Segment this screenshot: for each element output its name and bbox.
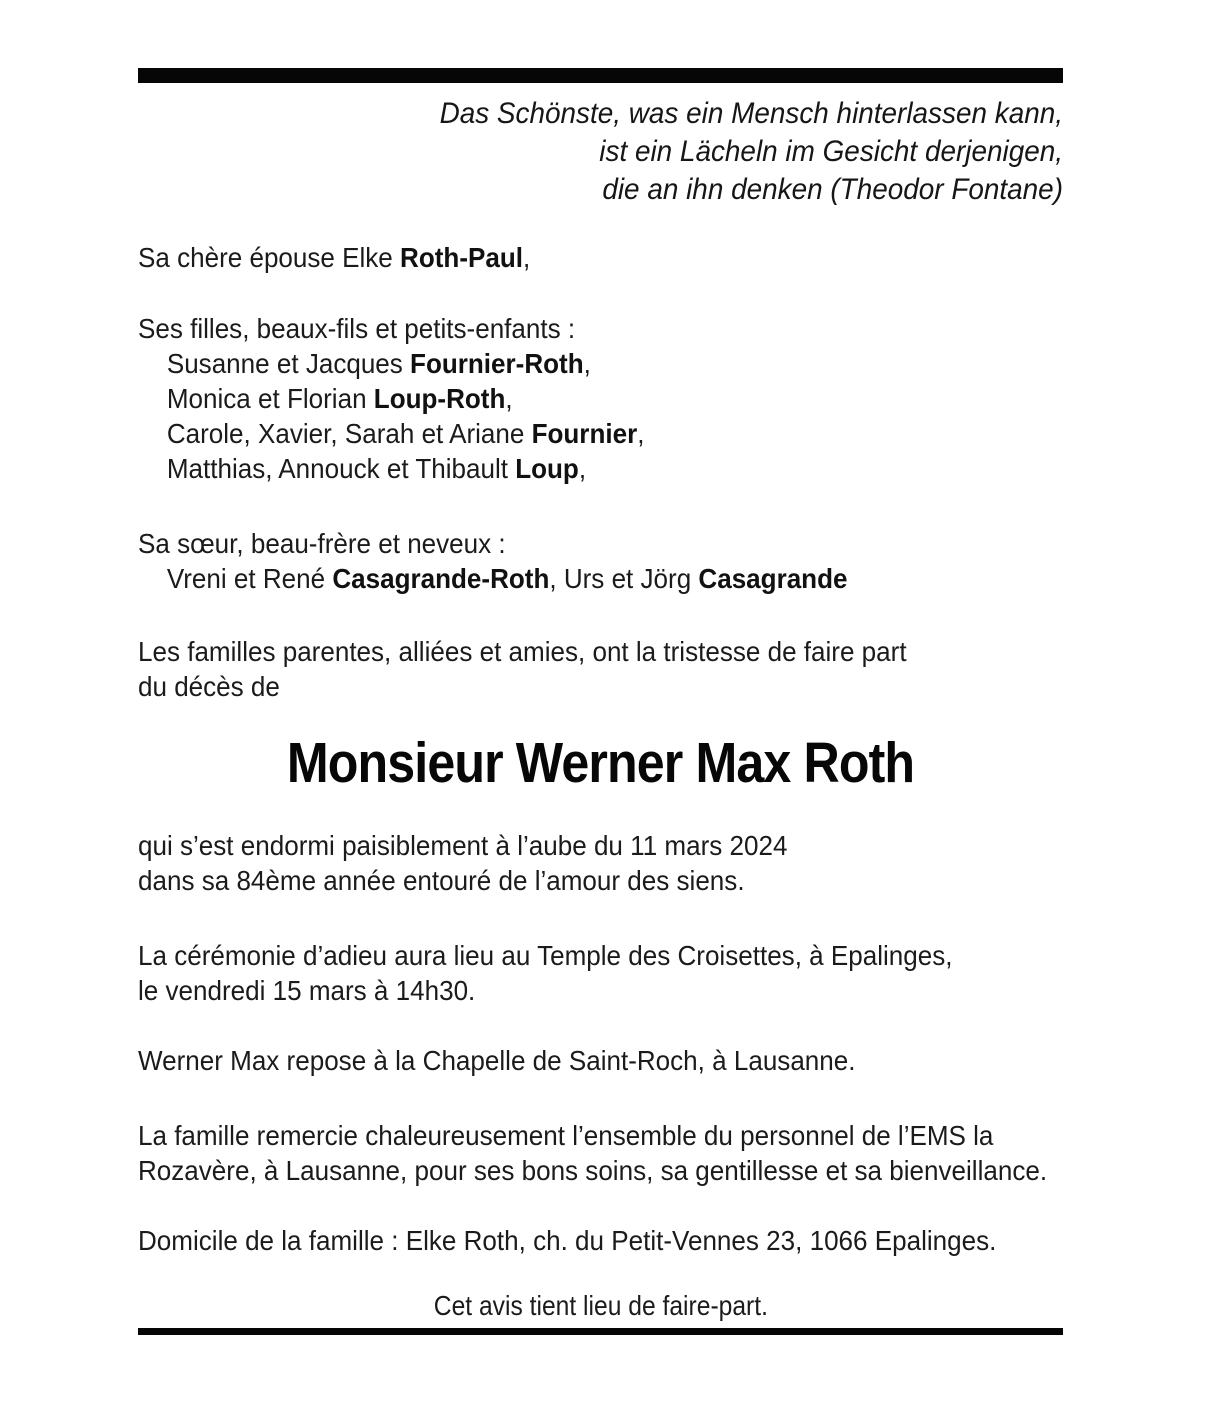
top-rule bbox=[138, 68, 1063, 83]
relative-surname: Fournier bbox=[531, 418, 638, 449]
epigraph bbox=[138, 95, 1063, 209]
sister-heading: Sa sœur, beau-frère et neveux : bbox=[138, 528, 506, 559]
passing-paragraph bbox=[138, 828, 1063, 898]
deceased-name: Monsieur Werner Max Roth bbox=[286, 731, 915, 795]
children-heading: Ses filles, beaux-fils et petits-enfants : bbox=[138, 313, 576, 344]
deceased-name-heading bbox=[138, 732, 1063, 794]
relative-surname: Casagrande bbox=[698, 563, 848, 594]
paragraph-line: Rozavère, à Lausanne, pour ses bons soins, sa gentillesse et sa bienveillance. bbox=[138, 1155, 1048, 1186]
relative-text: Matthias, Annouck et Thibault bbox=[166, 453, 516, 484]
children-paragraph bbox=[138, 311, 1063, 486]
relative-text: Carole, Xavier, Sarah et Ariane bbox=[166, 418, 532, 449]
relative-punctuation: , bbox=[578, 453, 587, 484]
paragraph-line: La famille remercie chaleureusement l’ensemble du personnel de l’EMS la bbox=[138, 1120, 994, 1151]
paragraph-line: Domicile de la famille : Elke Roth, ch. du Petit-Vennes 23, 1066 Epalinges. bbox=[138, 1225, 997, 1256]
spouse-surname: Roth-Paul bbox=[400, 242, 523, 273]
relative-line bbox=[138, 381, 998, 416]
relative-surname: Loup-Roth bbox=[373, 383, 506, 414]
relative-surname: Loup bbox=[515, 453, 579, 484]
bottom-rule bbox=[138, 1328, 1063, 1335]
epigraph-line: Das Schönste, was ein Mensch hinterlassen kann, bbox=[439, 97, 1063, 130]
relative-punctuation: , bbox=[583, 348, 591, 379]
paragraph-line: le vendredi 15 mars à 14h30. bbox=[138, 975, 476, 1006]
relative-line bbox=[138, 561, 998, 596]
paragraph-line: Werner Max repose à la Chapelle de Saint-Roch, à Lausanne. bbox=[138, 1045, 856, 1076]
paragraph-line: La cérémonie d’adieu aura lieu au Temple des Croisettes, à Epalinges, bbox=[138, 940, 953, 971]
relative-line bbox=[138, 416, 998, 451]
spouse-text: Sa chère épouse Elke bbox=[138, 242, 401, 273]
relative-surname: Fournier-Roth bbox=[410, 348, 584, 379]
relative-punctuation: , bbox=[637, 418, 645, 449]
epigraph-line: ist ein Lächeln im Gesicht derjenigen, bbox=[599, 135, 1063, 168]
domicile-paragraph bbox=[138, 1223, 1063, 1258]
spouse-punctuation: , bbox=[522, 242, 531, 273]
sister-paragraph bbox=[138, 526, 1063, 596]
relative-line bbox=[138, 451, 998, 486]
relative-text: Vreni et René bbox=[166, 563, 333, 594]
repose-paragraph bbox=[138, 1043, 1063, 1078]
paragraph-line: qui s’est endormi paisiblement à l’aube du 11 mars 2024 bbox=[138, 830, 788, 861]
closing-line: Cet avis tient lieu de faire-part. bbox=[433, 1290, 768, 1321]
spouse-line bbox=[138, 240, 998, 275]
closing-paragraph bbox=[138, 1288, 1063, 1323]
announcement-line: Les familles parentes, alliées et amies, ont la tristesse de faire part bbox=[138, 636, 907, 667]
relative-text: Monica et Florian bbox=[166, 383, 374, 414]
relative-line bbox=[138, 346, 998, 381]
relative-surname: Casagrande-Roth bbox=[332, 563, 550, 594]
paragraph-line: dans sa 84ème année entouré de l’amour des siens. bbox=[138, 865, 745, 896]
relative-punctuation: , bbox=[505, 383, 513, 414]
relative-text: , Urs et Jörg bbox=[549, 563, 699, 594]
announcement-line: du décès de bbox=[138, 671, 280, 702]
ceremony-paragraph bbox=[138, 938, 1063, 1008]
spouse-paragraph bbox=[138, 240, 1063, 275]
notice-content bbox=[0, 68, 1210, 1335]
relative-text: Susanne et Jacques bbox=[166, 348, 411, 379]
epigraph-line: die an ihn denken (Theodor Fontane) bbox=[602, 173, 1063, 206]
thanks-paragraph bbox=[138, 1118, 1063, 1188]
announcement-paragraph bbox=[138, 634, 1063, 704]
